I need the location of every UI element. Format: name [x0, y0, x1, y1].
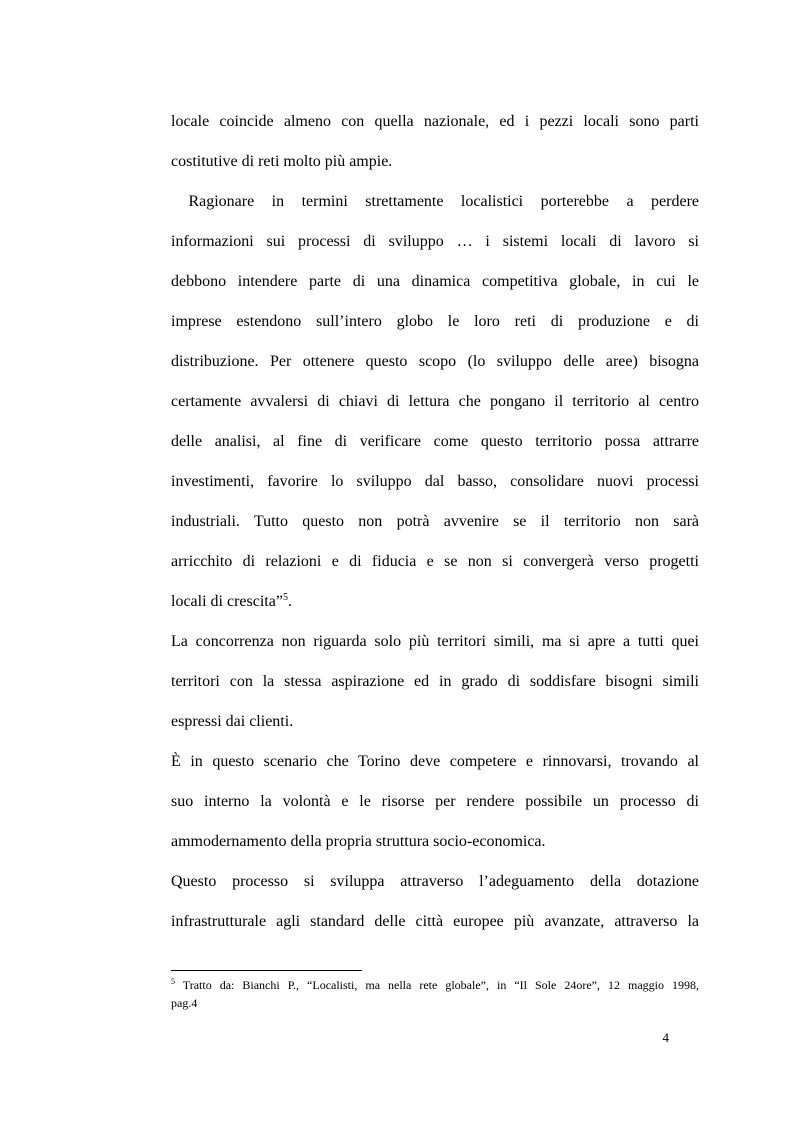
body-line: industriali. Tutto questo non potrà avvenire se il territorio non sarà: [171, 513, 699, 530]
footnote-reference: 5: [282, 592, 288, 603]
body-line: distribuzione. Per ottenere questo scopo (lo sviluppo delle aree) bisogna: [171, 353, 699, 370]
body-line: Questo processo si sviluppa attraverso l’adeguamento della dotazione: [171, 873, 699, 890]
body-line: territori con la stessa aspirazione ed in grado di soddisfare bisogni simili: [171, 673, 699, 690]
body-line: espressi dai clienti.: [171, 713, 294, 730]
body-line: investimenti, favorire lo sviluppo dal basso, consolidare nuovi processi: [171, 473, 699, 490]
footnote-text: Tratto da: Bianchi P., “Localisti, ma nella rete globale”, in “Il Sole 24ore”, 12 maggio 1998,: [175, 978, 699, 992]
body-line: costitutive di reti molto più ampie.: [171, 153, 393, 170]
body-line: debbono intendere parte di una dinamica competitiva globale, in cui le: [171, 273, 699, 290]
page-number: 4: [662, 1030, 669, 1045]
footnote-line: pag.4: [171, 996, 198, 1010]
body-line: infrastrutturale agli standard delle città europee più avanzate, attraverso la: [171, 913, 699, 930]
footnote-number: 5: [171, 977, 175, 986]
body-line: ammodernamento della propria struttura socio-economica.: [171, 833, 546, 850]
body-line: La concorrenza non riguarda solo più territori simili, ma si apre a tutti quei: [171, 633, 699, 650]
body-line-text: locali di crescita”: [171, 593, 283, 610]
body-line: informazioni sui processi di sviluppo … i sistemi locali di lavoro si: [171, 233, 699, 250]
body-line: certamente avvalersi di chiavi di lettura che pongano il territorio al centro: [171, 393, 699, 410]
body-line: arricchito di relazioni e di fiducia e se non si convergerà verso progetti: [171, 553, 699, 570]
body-line: suo interno la volontà e le risorse per rendere possibile un processo di: [171, 793, 699, 810]
footnote-ref-suffix: .: [287, 593, 292, 610]
footnote-line: [171, 977, 699, 993]
body-line: imprese estendono sull’intero globo le loro reti di produzione e di: [171, 313, 699, 330]
body-line: delle analisi, al fine di verificare come questo territorio possa attrarre: [171, 433, 699, 450]
body-line: Ragionare in termini strettamente localistici porterebbe a perdere: [171, 193, 699, 210]
body-line: È in questo scenario che Torino deve competere e rinnovarsi, trovando al: [171, 753, 699, 770]
footnote-divider: [171, 970, 362, 971]
body-line: locale coincide almeno con quella nazionale, ed i pezzi locali sono parti: [171, 113, 699, 130]
body-line-with-footnote-ref: [171, 592, 699, 612]
